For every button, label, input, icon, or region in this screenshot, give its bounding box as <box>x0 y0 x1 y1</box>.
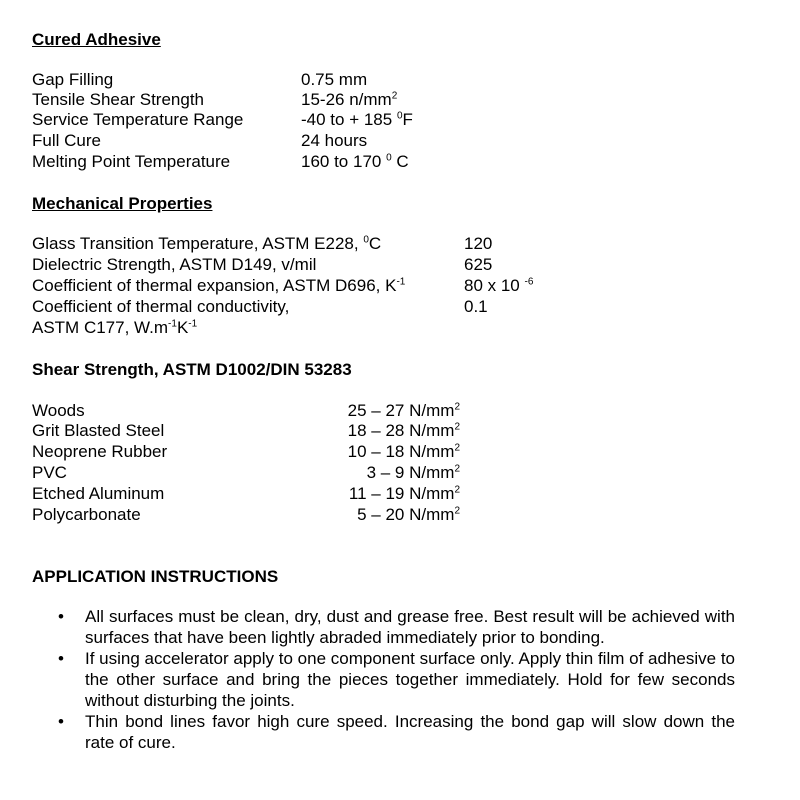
shear-strength-heading: Shear Strength, ASTM D1002/DIN 53283 <box>32 360 352 379</box>
list-item <box>0 606 735 648</box>
instruction-text: If using accelerator apply to one component surface only. Apply thin film of adhesive to the other surface and bring the pieces together immediately. Hold for few seconds without disturbing the joints. <box>85 649 735 710</box>
shear-value: 11 – 19 $N/mm^2$ <box>348 484 460 503</box>
property-value: -40 to + 185 $^0$F <box>301 110 413 129</box>
property-value: 80 x 10 $^{-6}$ <box>464 276 534 295</box>
property-label: Dielectric Strength, ASTM D149, v/mil <box>32 255 317 274</box>
property-value: 160 to 170 $^0$ C <box>301 152 409 171</box>
bullet-icon: • <box>58 712 64 731</box>
material-label: Etched Aluminum <box>32 484 165 503</box>
instructions-list <box>0 606 800 753</box>
property-value: 24 hours <box>301 131 368 150</box>
bullet-icon: • <box>58 607 64 626</box>
shear-value: 18 – 28 $N/mm^2$ <box>347 421 460 440</box>
material-label: Polycarbonate <box>32 505 141 524</box>
property-label: Full Cure <box>32 131 101 150</box>
instruction-text: All surfaces must be clean, dry, dust and grease free. Best result will be achieved with surfaces that have been lightly abraded immediately prior to bonding. <box>85 607 735 647</box>
property-label: Service Temperature Range <box>32 110 244 129</box>
property-value: 0.75 mm <box>301 70 368 89</box>
mechanical-properties-heading: Mechanical Properties <box>32 194 213 213</box>
property-value: 120 <box>464 234 493 253</box>
shear-value: 10 – 18 $N/mm^2$ <box>347 442 460 461</box>
property-label: ASTM C177, $W.m^{-1}K^{-1}$ <box>32 318 198 337</box>
bullet-icon: • <box>58 649 64 668</box>
property-value: 625 <box>464 255 493 274</box>
property-label: Coefficient of thermal conductivity, <box>32 297 290 316</box>
material-label: Woods <box>32 401 85 420</box>
material-label: PVC <box>32 463 67 482</box>
list-item <box>0 648 735 711</box>
property-label: Melting Point Temperature <box>32 152 231 171</box>
property-value: 15-26 $n/mm^2$ <box>301 90 398 109</box>
cured-adhesive-heading: Cured Adhesive <box>32 30 161 49</box>
application-instructions-heading: APPLICATION INSTRUCTIONS <box>32 567 279 586</box>
property-value: 0.1 <box>464 297 488 316</box>
property-label: Gap Filling <box>32 70 114 89</box>
shear-value: 5 – 20 $N/mm^2$ <box>357 505 460 524</box>
shear-value: 25 – 27 $N/mm^2$ <box>347 401 460 420</box>
material-label: Neoprene Rubber <box>32 442 168 461</box>
property-label: Coefficient of thermal expansion, ASTM D696, $K^{-1}$ <box>32 276 406 295</box>
instruction-text: Thin bond lines favor high cure speed. Increasing the bond gap will slow down the rate of cure. <box>85 712 735 752</box>
material-label: Grit Blasted Steel <box>32 421 165 440</box>
property-label: Glass Transition Temperature, ASTM E228, $^0$C <box>32 234 382 253</box>
property-label: Tensile Shear Strength <box>32 90 204 109</box>
shear-value: 3 – 9 $N/mm^2$ <box>366 463 460 482</box>
list-item <box>0 711 735 753</box>
